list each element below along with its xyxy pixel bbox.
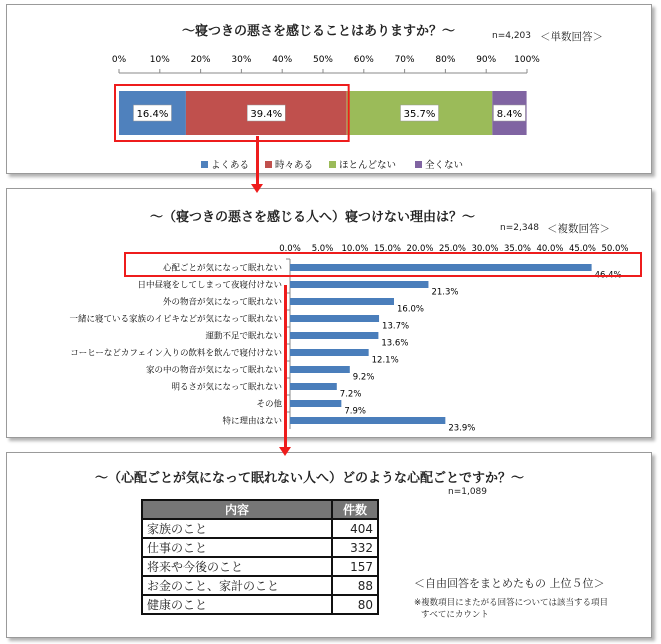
legend-label: ほとんどない: [339, 160, 397, 171]
section3-footnote-2: すべてにカウント: [421, 610, 489, 620]
table-row: [142, 519, 378, 538]
section2-n: n=2,348: [500, 223, 540, 233]
x-tick-label: 50.0%: [601, 244, 629, 254]
section2-title: ～（寝つきの悪さを感じる人へ）寝つけない理由は？～: [150, 210, 476, 225]
data-label: 21.3%: [431, 287, 459, 298]
x-tick-label: 20%: [190, 55, 211, 65]
legend-swatch: [415, 161, 422, 168]
category-label: 家の中の物音が気になって眠れない: [145, 365, 282, 376]
x-tick-label: 45.0%: [568, 244, 597, 254]
section2-answer-type: ＜複数回答＞: [547, 223, 610, 235]
table-row: [142, 557, 378, 576]
stacked-bar-chart: [7, 5, 647, 173]
table-header-count: 件数: [332, 500, 378, 519]
section3-title: ～（心配ごとが気になって眠れない人へ）どのような心配ごとですか？～: [95, 471, 525, 486]
panel-sleep-difficulty: [6, 4, 652, 174]
x-tick-label: 30.0%: [471, 244, 499, 254]
x-tick-label: 0%: [111, 55, 127, 65]
section3-n: n=1,089: [448, 487, 488, 497]
x-tick-label: 30%: [231, 55, 252, 65]
x-tick-label: 15.0%: [373, 244, 402, 254]
table-cell-item: 家族のこと: [142, 519, 332, 538]
data-label: 16.4%: [136, 109, 169, 120]
data-label: 7.9%: [344, 406, 366, 417]
table-cell-item: 仕事のこと: [142, 538, 332, 557]
x-tick-label: 10%: [149, 55, 170, 65]
data-label: 13.7%: [382, 321, 410, 332]
bar: [290, 400, 341, 407]
legend-swatch: [265, 161, 272, 168]
data-label: 39.4%: [250, 109, 283, 120]
category-label: 明るさが気になって眠れない: [171, 382, 282, 393]
legend-swatch: [329, 161, 336, 168]
section3-note: ＜自由回答をまとめたもの 上位５位＞: [414, 577, 605, 590]
bar: [290, 366, 350, 373]
data-label: 35.7%: [403, 109, 436, 120]
panel-worries: [6, 452, 652, 638]
table-header-row: [142, 500, 378, 519]
data-label: 46.4%: [594, 270, 622, 281]
x-tick-label: 5.0%: [311, 244, 334, 254]
x-tick-label: 90%: [476, 55, 497, 65]
x-tick-label: 10.0%: [341, 244, 369, 254]
category-label: コーヒーなどカフェイン入りの飲料を飲んで寝付けない: [70, 348, 282, 359]
table-cell-item: 将来や今後のこと: [142, 557, 332, 576]
legend-swatch: [201, 161, 208, 168]
section3-footnote-1: ※複数項目にまたがる回答については該当する項目: [414, 598, 608, 608]
table-cell-count: 157: [332, 557, 378, 576]
x-tick-label: 35.0%: [503, 244, 532, 254]
x-tick-label: 40.0%: [536, 244, 564, 254]
table-row: [142, 576, 378, 595]
data-label: 16.0%: [397, 304, 425, 315]
bar: [290, 315, 379, 322]
table-row: [142, 595, 378, 614]
bar: [290, 298, 394, 305]
data-label: 23.9%: [448, 423, 476, 434]
bar: [290, 264, 592, 271]
data-label: 9.2%: [352, 372, 375, 383]
x-tick-label: 100%: [514, 55, 540, 65]
reasons-bar-chart: [7, 189, 647, 437]
panel-reasons: [6, 188, 652, 438]
legend-label: よくある: [211, 160, 250, 171]
data-label: 7.2%: [339, 389, 362, 400]
x-tick-label: 60%: [353, 55, 374, 65]
x-tick-label: 0.0%: [279, 244, 301, 254]
category-label: 特に理由はない: [222, 416, 282, 427]
legend-label: 時々ある: [275, 160, 314, 171]
data-label: 13.6%: [381, 338, 409, 349]
bar: [290, 417, 445, 424]
bar: [290, 349, 369, 356]
table-cell-item: 健康のこと: [142, 595, 332, 614]
table-cell-item: お金のこと、家計のこと: [142, 576, 332, 595]
table-cell-count: 88: [332, 576, 378, 595]
category-label: その他: [256, 399, 282, 410]
category-label: 一緒に寝ている家族のイビキなどが気になって眠れない: [69, 314, 282, 325]
section1-title: ～寝つきの悪さを感じることはありますか？～: [182, 24, 456, 39]
x-tick-label: 70%: [394, 55, 415, 65]
table-header-content: 内容: [142, 500, 332, 519]
x-tick-label: 50%: [312, 55, 334, 65]
section1-answer-type: ＜単数回答＞: [540, 31, 603, 43]
data-label: 12.1%: [371, 355, 399, 366]
bar: [290, 383, 337, 390]
data-label: 8.4%: [496, 109, 523, 120]
table-cell-count: 332: [332, 538, 378, 557]
x-tick-label: 80%: [435, 55, 456, 65]
section1-n: n=4,203: [492, 31, 532, 41]
bar: [290, 281, 428, 288]
category-label: 日中昼寝をしてしまって夜寝付けない: [137, 280, 282, 291]
category-label: 運動不足で眠れない: [205, 331, 282, 342]
worries-table: [141, 499, 379, 615]
legend-label: 全くない: [425, 160, 464, 171]
category-label: 外の物音が気になって眠れない: [162, 297, 282, 308]
bar: [290, 332, 378, 339]
x-tick-label: 40%: [272, 55, 293, 65]
x-tick-label: 20.0%: [406, 244, 434, 254]
table-row: [142, 538, 378, 557]
table-cell-count: 80: [332, 595, 378, 614]
x-tick-label: 25.0%: [438, 244, 467, 254]
category-label: 心配ごとが気になって眠れない: [162, 263, 282, 274]
table-cell-count: 404: [332, 519, 378, 538]
